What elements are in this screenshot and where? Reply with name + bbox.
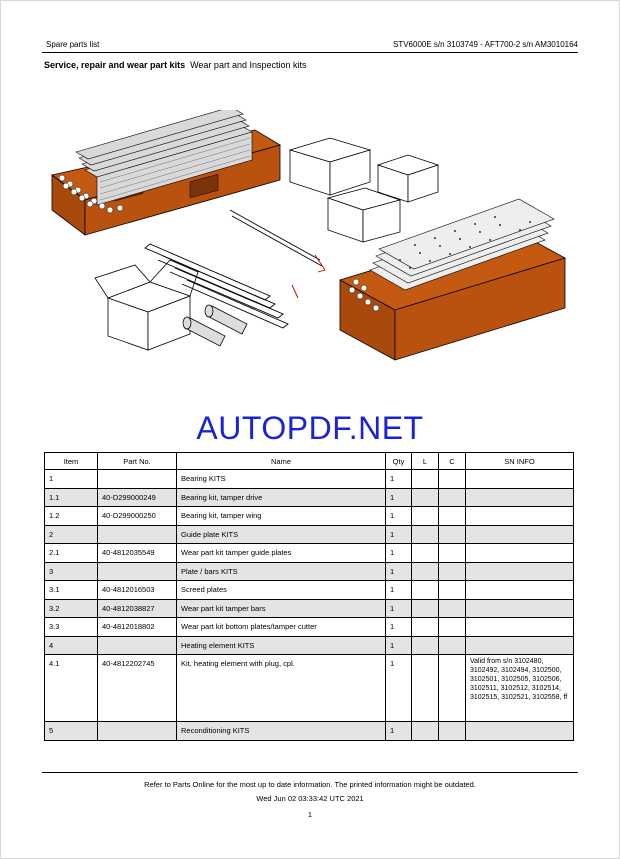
cell-name: Bearing KITS bbox=[177, 470, 386, 489]
cell-qty: 1 bbox=[386, 655, 412, 722]
cell-qty: 1 bbox=[386, 599, 412, 618]
cell-c bbox=[439, 722, 466, 741]
cell-l bbox=[412, 655, 439, 722]
cell-part-no bbox=[98, 562, 177, 581]
cell-l bbox=[412, 618, 439, 637]
cell-part-no: 40-4812202745 bbox=[98, 655, 177, 722]
parts-table bbox=[44, 452, 574, 741]
parts-illustration bbox=[40, 110, 580, 375]
cell-l bbox=[412, 562, 439, 581]
cell-sn-info bbox=[466, 636, 574, 655]
cell-c bbox=[439, 544, 466, 563]
table-row bbox=[45, 655, 574, 722]
watermark: AUTOPDF.NET bbox=[196, 410, 424, 446]
cell-name: Guide plate KITS bbox=[177, 525, 386, 544]
table-row bbox=[45, 488, 574, 507]
cell-part-no bbox=[98, 525, 177, 544]
cell-sn-info bbox=[466, 544, 574, 563]
table-row bbox=[45, 636, 574, 655]
cell-name: Plate / bars KITS bbox=[177, 562, 386, 581]
cell-l bbox=[412, 581, 439, 600]
col-sn-info: SN INFO bbox=[466, 453, 574, 470]
cell-c bbox=[439, 655, 466, 722]
cell-c bbox=[439, 618, 466, 637]
cell-c bbox=[439, 636, 466, 655]
cell-c bbox=[439, 488, 466, 507]
col-qty: Qty bbox=[386, 453, 412, 470]
cell-item: 3.3 bbox=[45, 618, 98, 637]
cell-part-no bbox=[98, 722, 177, 741]
cell-name: Wear part kit tamper bars bbox=[177, 599, 386, 618]
cell-qty: 1 bbox=[386, 507, 412, 526]
col-c: C bbox=[439, 453, 466, 470]
cell-item: 5 bbox=[45, 722, 98, 741]
section-title bbox=[44, 60, 307, 70]
cell-c bbox=[439, 562, 466, 581]
cell-sn-info bbox=[466, 581, 574, 600]
cell-qty: 1 bbox=[386, 525, 412, 544]
table-row bbox=[45, 544, 574, 563]
rollers-image bbox=[183, 305, 247, 346]
table-row bbox=[45, 470, 574, 489]
cell-item: 2 bbox=[45, 525, 98, 544]
cell-l bbox=[412, 544, 439, 563]
cell-qty: 1 bbox=[386, 470, 412, 489]
table-row bbox=[45, 562, 574, 581]
table-row bbox=[45, 618, 574, 637]
cell-name: Reconditioning KITS bbox=[177, 722, 386, 741]
cell-part-no: 40-D299000250 bbox=[98, 507, 177, 526]
section-title-main: Service, repair and wear part kits bbox=[44, 60, 186, 70]
col-part-no: Part No. bbox=[98, 453, 177, 470]
cell-c bbox=[439, 507, 466, 526]
cell-item: 3.1 bbox=[45, 581, 98, 600]
table-row bbox=[45, 581, 574, 600]
cell-name: Kit, heating element with plug, cpl. bbox=[177, 655, 386, 722]
cell-c bbox=[439, 599, 466, 618]
cell-name: Bearing kit, tamper drive bbox=[177, 488, 386, 507]
cell-l bbox=[412, 470, 439, 489]
cell-sn-info bbox=[466, 488, 574, 507]
table-row bbox=[45, 525, 574, 544]
footer-rule bbox=[42, 772, 578, 773]
cell-sn-info bbox=[466, 562, 574, 581]
cell-sn-info bbox=[466, 722, 574, 741]
cell-c bbox=[439, 581, 466, 600]
cell-qty: 1 bbox=[386, 488, 412, 507]
col-item: Item bbox=[45, 453, 98, 470]
cell-item: 4.1 bbox=[45, 655, 98, 722]
cell-l bbox=[412, 488, 439, 507]
cell-l bbox=[412, 722, 439, 741]
cell-part-no: 40-4812016503 bbox=[98, 581, 177, 600]
cell-l bbox=[412, 507, 439, 526]
cell-name: Heating element KITS bbox=[177, 636, 386, 655]
cell-part-no: 40-4812018802 bbox=[98, 618, 177, 637]
cartons-image bbox=[290, 138, 438, 242]
footer-note: Refer to Parts Online for the most up to date information. The printed information might be outdated. bbox=[144, 780, 476, 789]
table-header-row bbox=[45, 453, 574, 470]
cell-item: 3.2 bbox=[45, 599, 98, 618]
cell-qty: 1 bbox=[386, 636, 412, 655]
col-name: Name bbox=[177, 453, 386, 470]
table-row bbox=[45, 722, 574, 741]
cell-name: Wear part kit tamper guide plates bbox=[177, 544, 386, 563]
open-box-image bbox=[95, 260, 198, 350]
cell-name: Wear part kit bottom plates/tamper cutter bbox=[177, 618, 386, 637]
cell-item: 1 bbox=[45, 470, 98, 489]
cell-part-no bbox=[98, 470, 177, 489]
cell-qty: 1 bbox=[386, 544, 412, 563]
cell-sn-info bbox=[466, 599, 574, 618]
section-title-sub: Wear part and Inspection kits bbox=[190, 60, 307, 70]
table-row bbox=[45, 507, 574, 526]
cell-l bbox=[412, 636, 439, 655]
cell-sn-info bbox=[466, 507, 574, 526]
cell-sn-info: Valid from s/n 3102480, 3102492, 3102494, 3102500, 3102501, 3102505, 3102506, 3102511, 3102512, 3102514, 3102515, 3102521, 3102558, ff bbox=[466, 655, 574, 722]
page-number: 1 bbox=[307, 810, 313, 819]
cell-part-no: 40-4812038827 bbox=[98, 599, 177, 618]
cell-qty: 1 bbox=[386, 581, 412, 600]
document-title: Spare parts list bbox=[46, 40, 100, 49]
cell-qty: 1 bbox=[386, 722, 412, 741]
cell-l bbox=[412, 525, 439, 544]
cell-l bbox=[412, 599, 439, 618]
cell-item: 3 bbox=[45, 562, 98, 581]
table-row bbox=[45, 599, 574, 618]
cell-item: 4 bbox=[45, 636, 98, 655]
cell-sn-info bbox=[466, 618, 574, 637]
cell-part-no: 40-D299000249 bbox=[98, 488, 177, 507]
cell-item: 1.2 bbox=[45, 507, 98, 526]
cell-c bbox=[439, 525, 466, 544]
cell-c bbox=[439, 470, 466, 489]
cell-sn-info bbox=[466, 525, 574, 544]
cell-item: 2.1 bbox=[45, 544, 98, 563]
cell-name: Bearing kit, tamper wing bbox=[177, 507, 386, 526]
cell-sn-info bbox=[466, 470, 574, 489]
machine-serial: STV6000E s/n 3103749 - AFT700-2 s/n AM3010164 bbox=[392, 40, 578, 49]
header-rule bbox=[42, 52, 578, 53]
col-l: L bbox=[412, 453, 439, 470]
cell-qty: 1 bbox=[386, 618, 412, 637]
cell-name: Screed plates bbox=[177, 581, 386, 600]
cell-part-no bbox=[98, 636, 177, 655]
pallet-with-bars-image bbox=[52, 110, 280, 235]
cell-part-no: 40-4812035549 bbox=[98, 544, 177, 563]
cell-item: 1.1 bbox=[45, 488, 98, 507]
footer-timestamp: Wed Jun 02 03:33:42 UTC 2021 bbox=[256, 794, 364, 803]
cell-qty: 1 bbox=[386, 562, 412, 581]
